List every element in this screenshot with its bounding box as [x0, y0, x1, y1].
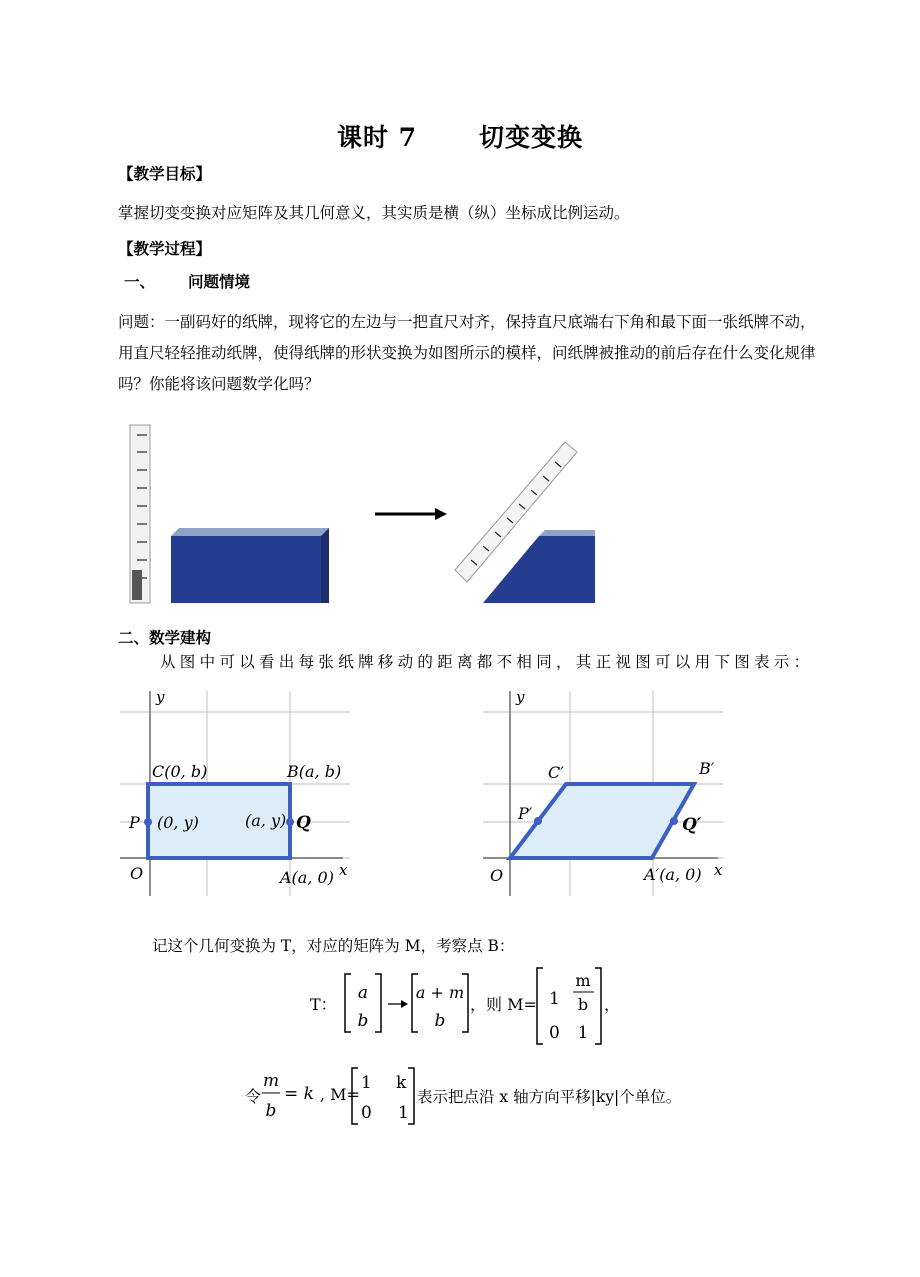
bracket-right	[375, 974, 381, 1032]
m-r1c2-num: m	[575, 971, 591, 990]
vec-out-bottom: b	[434, 1011, 446, 1031]
conclusion-text: 表示把点沿 x 轴方向平移|ky|个单位。	[417, 1088, 682, 1106]
m2-r1c1: 1	[361, 1073, 372, 1093]
title-lesson: 课时 7	[336, 123, 418, 152]
point-p	[144, 818, 152, 826]
vec-in-a: a	[357, 983, 369, 1003]
vec-out-top: a + m	[415, 983, 465, 1002]
point-c-prime-label: C′	[548, 763, 564, 782]
point-a-prime-label: A′(a, 0)	[644, 865, 702, 884]
formula-transform	[305, 962, 625, 1048]
m-r2c1: 0	[549, 1023, 560, 1043]
origin-label: O	[490, 866, 504, 885]
goal-text: 掌握切变变换对应矩阵及其几何意义，其实质是横（纵）坐标成比例运动。	[118, 204, 630, 222]
bracket-right	[408, 1068, 414, 1124]
point-a-label: A(a, 0)	[280, 868, 334, 887]
m-r1c1: 1	[549, 989, 560, 1009]
point-p-coord: (0, y)	[157, 813, 199, 832]
then-m-label: ，则 M=	[470, 995, 537, 1014]
point-p-prime	[534, 817, 542, 825]
figure-parallelogram	[478, 686, 728, 898]
vertical-ruler	[130, 425, 150, 603]
m2-r1c2: k	[396, 1073, 407, 1093]
point-q	[286, 818, 294, 826]
y-axis-label: y	[156, 688, 165, 706]
goal-heading: 【教学目标】	[118, 165, 212, 183]
trail-comma: ，	[604, 995, 621, 1014]
problem-paragraph: 问题：一副码好的纸牌，现将它的左边与一把直尺对齐，保持直尺底端右下角和最下面一张纸牌不动，用直尺轻轻推动纸牌，使得纸牌的形状变换为如图所示的模样，问纸牌被推动的前后存在什么变化规律吗？你能将该问题数学化吗？	[118, 313, 816, 393]
transform-arrow	[375, 508, 447, 520]
bracket-right	[595, 968, 601, 1044]
bracket-left	[345, 974, 351, 1032]
formula-shear	[240, 1064, 710, 1128]
frac-den: b	[265, 1101, 277, 1121]
page-title	[0, 118, 920, 154]
sub-heading-number: 一、	[124, 273, 156, 291]
figure-rectangle	[115, 686, 355, 898]
m2-r2c2: 1	[398, 1103, 409, 1123]
point-q-prime	[670, 817, 678, 825]
t-label: T：	[310, 995, 337, 1014]
x-axis-label: x	[714, 861, 723, 879]
eq-k: = k	[284, 1084, 314, 1104]
point-b-label: B(a, b)	[287, 762, 342, 781]
m2-r2c1: 0	[361, 1103, 372, 1123]
point-p-prime-label: P′	[518, 804, 533, 823]
let-label: 令	[245, 1087, 262, 1106]
point-b-prime-label: B′	[699, 759, 715, 778]
point-q-label: Q	[296, 813, 311, 833]
sub-heading-title: 问题情境	[188, 273, 251, 291]
x-axis-label: x	[339, 861, 348, 879]
m2-prefix: , M=	[320, 1085, 360, 1104]
bracket-left	[537, 968, 543, 1044]
y-axis-label: y	[516, 688, 525, 706]
build-intro: 从图中可以看出每张纸牌移动的距离都不相同，其正视图可以用下图表示：	[160, 653, 814, 671]
title-topic: 切变变换	[479, 123, 584, 152]
vec-in-b: b	[357, 1011, 369, 1031]
origin-label: O	[130, 864, 144, 883]
point-q-prime-label: Q′	[682, 815, 702, 835]
card-illustration	[125, 420, 595, 610]
point-c-label: C(0, b)	[152, 762, 208, 781]
m-r1c2-den: b	[577, 995, 589, 1014]
frac-num: m	[262, 1071, 280, 1091]
card-stack-before	[171, 528, 329, 603]
point-q-coord: (a, y)	[245, 811, 287, 830]
build-heading: 二、数学建构	[118, 629, 212, 647]
record-line: 记这个几何变换为 T，对应的矩阵为 M，考察点 B：	[152, 937, 515, 955]
point-p-label: P	[129, 813, 140, 832]
process-heading: 【教学过程】	[118, 240, 212, 258]
maps-to-arrow	[388, 1000, 408, 1008]
m-r2c2: 1	[577, 1023, 589, 1043]
